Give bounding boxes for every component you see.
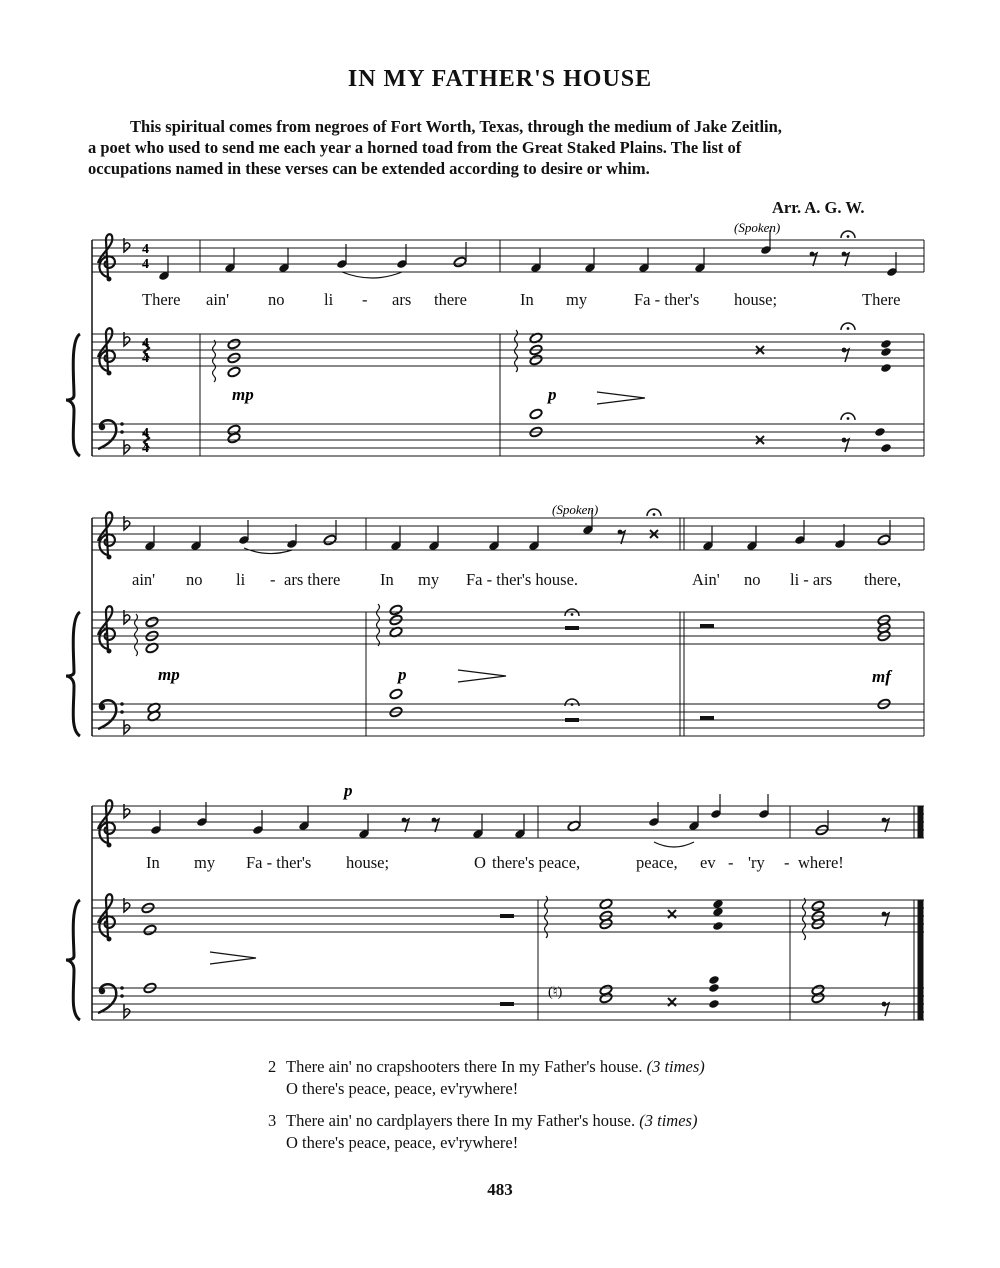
- intro-line: a poet who used to send me each year a horned toad from the Great Staked Plains. The list of: [88, 138, 742, 157]
- system-2-notation: [98, 509, 891, 734]
- lyric-syllable: li: [236, 570, 246, 589]
- lyric-syllable: ev: [700, 853, 716, 872]
- repeat-note: (3 times): [639, 1111, 698, 1130]
- lyric-syllable: no: [186, 570, 203, 589]
- system-2: [66, 518, 924, 736]
- lyric-syllable: li: [324, 290, 334, 309]
- lyric-syllable: Fa - ther's: [634, 290, 700, 309]
- lyric-syllable: -: [784, 853, 790, 872]
- time-sig-top: 4: [142, 426, 149, 441]
- lyric-syllable: Fa - ther's house.: [466, 570, 579, 589]
- lyric-syllable: there's peace,: [492, 853, 581, 872]
- lyric-syllable: no: [744, 570, 761, 589]
- time-sig-top: 4: [142, 242, 149, 257]
- lyric-syllable: -: [270, 570, 276, 589]
- page-number: 483: [487, 1180, 513, 1199]
- dynamic-p: p: [398, 665, 407, 684]
- dynamic-p: p: [344, 781, 353, 800]
- song-title: IN MY FATHER'S HOUSE: [347, 66, 653, 92]
- dynamic-p: p: [548, 385, 557, 404]
- dynamic-mf: mf: [872, 667, 891, 686]
- lyric-syllable: ain': [206, 290, 230, 309]
- lyric-syllable: There: [862, 290, 901, 309]
- lyric-syllable: my: [194, 853, 216, 872]
- lyric-syllable: house;: [734, 290, 778, 309]
- lyric-syllable: ars: [392, 290, 412, 309]
- spoken-marking: (Spoken): [552, 502, 599, 517]
- lyric-syllable: Ain': [692, 570, 720, 589]
- lyric-syllable: ars there: [284, 570, 341, 589]
- time-sig-bottom: 4: [142, 351, 149, 366]
- time-sig-top: 4: [142, 336, 149, 351]
- lyric-syllable: -: [728, 853, 734, 872]
- lyric-syllable: house;: [346, 853, 390, 872]
- lyric-syllable: there,: [864, 570, 902, 589]
- lyric-syllable: Fa - ther's: [246, 853, 312, 872]
- arranger-credit: Arr. A. G. W.: [772, 198, 865, 217]
- lyric-syllable: my: [566, 290, 588, 309]
- repeat-note: (3 times): [646, 1057, 705, 1076]
- lyric-syllable: where!: [798, 853, 844, 872]
- natural-marking: (♮): [548, 985, 563, 1000]
- lyric-syllable: In: [520, 290, 534, 309]
- verse-item: [268, 1056, 868, 1100]
- spoken-marking: (Spoken): [734, 220, 781, 235]
- dynamic-mp: mp: [232, 385, 254, 404]
- verse-number: 3: [268, 1111, 277, 1130]
- verse-line: There ain' no crapshooters there In my Father's house.: [286, 1057, 643, 1076]
- system-1: [66, 240, 924, 456]
- additional-verses: [268, 1056, 868, 1164]
- time-sig-bottom: 4: [142, 441, 149, 456]
- lyric-syllable: In: [380, 570, 394, 589]
- dynamic-mp: mp: [158, 665, 180, 684]
- intro-line: occupations named in these verses can be extended according to desire or whim.: [88, 159, 650, 178]
- lyric-syllable: 'ry: [748, 853, 765, 872]
- lyric-syllable: In: [146, 853, 160, 872]
- lyric-syllable: no: [268, 290, 285, 309]
- system-3-notation: [98, 794, 889, 1018]
- verse-item: [268, 1110, 868, 1154]
- lyric-syllable: li - ars: [790, 570, 833, 589]
- verse-line: There ain' no cardplayers there In my Father's house.: [286, 1111, 636, 1130]
- verse-line: O there's peace, peace, ev'rywhere!: [286, 1079, 519, 1098]
- intro-line: This spiritual comes from negroes of Fort Worth, Texas, through the medium of Jake Zeitlin,: [130, 117, 782, 136]
- verse-number: 2: [268, 1057, 277, 1076]
- lyric-syllable: -: [362, 290, 368, 309]
- verse-line: O there's peace, peace, ev'rywhere!: [286, 1133, 519, 1152]
- system-3: [66, 806, 924, 1020]
- lyric-syllable: my: [418, 570, 440, 589]
- lyric-syllable: There: [142, 290, 181, 309]
- lyric-syllable: O: [474, 853, 486, 872]
- lyric-syllable: ain': [132, 570, 156, 589]
- lyric-syllable: peace,: [636, 853, 678, 872]
- lyric-syllable: there: [434, 290, 467, 309]
- time-sig-bottom: 4: [142, 257, 149, 272]
